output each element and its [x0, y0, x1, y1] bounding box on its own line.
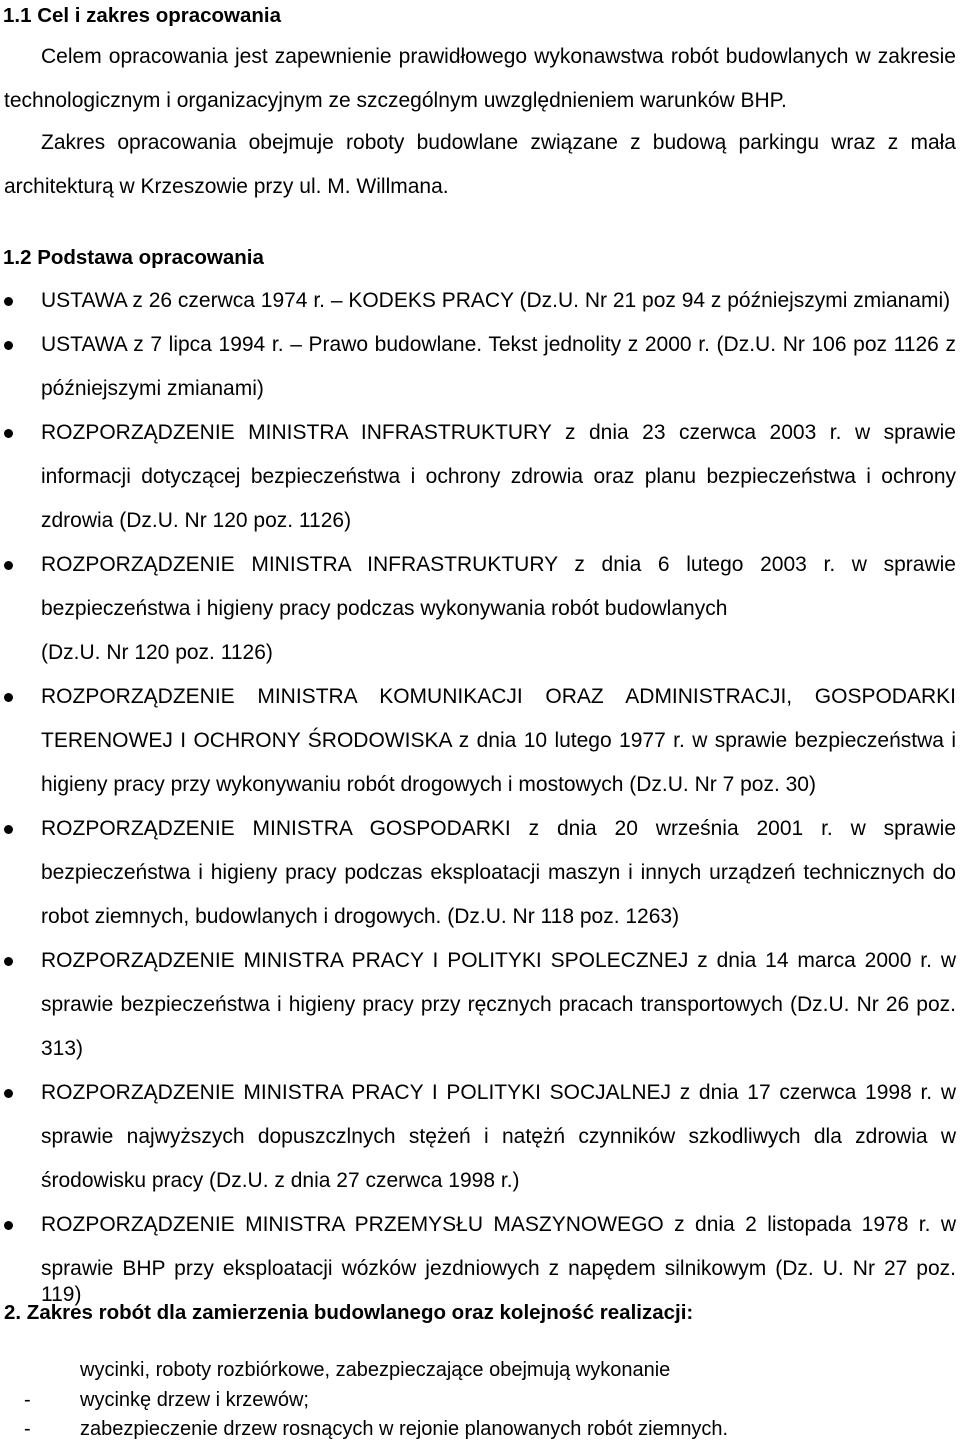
paragraph-line: Celem opracowania jest zapewnienie prawidłowego wykonawstwa robót budowlanych w zakresie — [41, 45, 956, 68]
list-item: ROZPORZĄDZENIE MINISTRA INFRASTRUKTURY z dnia 23 czerwca 2003 r. w sprawie — [41, 421, 956, 444]
section-heading: 1.2 Podstawa opracowania — [3, 246, 264, 269]
list-item-continuation: sprawie najwyższych dopuszczlnych stężeń i natężń czynników szkodliwych dla zdrowia w — [41, 1125, 956, 1148]
list-item-continuation: TERENOWEJ I OCHRONY ŚRODOWISKA z dnia 10 lutego 1977 r. w sprawie bezpieczeństwa i — [41, 729, 956, 752]
bullet-icon — [4, 429, 13, 438]
list-item-continuation: 313) — [41, 1037, 84, 1060]
bullet-icon — [4, 341, 13, 350]
list-item-continuation: sprawie BHP przy eksploatacji wózków jezdniowych z napędem silnikowym (Dz. U. Nr 27 poz. 119) — [41, 1257, 956, 1306]
paragraph-line: architekturą w Krzeszowie przy ul. M. Willmana. — [4, 175, 449, 198]
list-item-continuation: (Dz.U. Nr 120 poz. 1126) — [41, 641, 273, 664]
list-item-continuation: bezpieczeństwa i higieny pracy podczas eksploatacji maszyn i innych urządzeń technicznych do — [41, 861, 956, 884]
list-item-continuation: informacji dotyczącej bezpieczeństwa i ochrony zdrowia oraz planu bezpieczeństwa i ochrony — [41, 465, 956, 488]
paragraph-line: technologicznym i organizacyjnym ze szczególnym uwzględnieniem warunków BHP. — [4, 89, 787, 112]
list-item: zabezpieczenie drzew rosnących w rejonie planowanych robót ziemnych. — [80, 1418, 729, 1440]
list-item-continuation: higieny pracy przy wykonywaniu robót drogowych i mostowych (Dz.U. Nr 7 poz. 30) — [41, 773, 816, 796]
list-item: USTAWA z 26 czerwca 1974 r. – KODEKS PRACY (Dz.U. Nr 21 poz 94 z późniejszymi zmianami) — [41, 289, 951, 312]
bullet-icon — [4, 693, 13, 702]
list-item-continuation: bezpieczeństwa i higieny pracy podczas wykonywania robót budowlanych — [41, 597, 728, 620]
bullet-icon — [4, 825, 13, 834]
list-item-continuation: zdrowia (Dz.U. Nr 120 poz. 1126) — [41, 509, 352, 532]
bullet-icon — [4, 561, 13, 570]
list-item: ROZPORZĄDZENIE MINISTRA PRACY I POLITYKI SPOLECZNEJ z dnia 14 marca 2000 r. w — [41, 949, 956, 972]
bullet-icon — [4, 297, 13, 306]
list-item: ROZPORZĄDZENIE MINISTRA KOMUNIKACJI ORAZ ADMINISTRACJI, GOSPODARKI — [41, 685, 956, 708]
bullet-icon — [4, 957, 13, 966]
bullet-icon — [4, 1089, 13, 1098]
list-item-continuation: późniejszymi zmianami) — [41, 377, 264, 400]
list-item: ROZPORZĄDZENIE MINISTRA GOSPODARKI z dnia 20 września 2001 r. w sprawie — [41, 817, 956, 840]
list-item: ROZPORZĄDZENIE MINISTRA PRZEMYSŁU MASZYNOWEGO z dnia 2 listopada 1978 r. w — [41, 1213, 956, 1236]
section-heading: 2. Zakres robót dla zamierzenia budowlanego oraz kolejność realizacji: — [4, 1301, 694, 1324]
list-item-continuation: robot ziemnych, budowlanych i drogowych. (Dz.U. Nr 118 poz. 1263) — [41, 905, 680, 928]
list-item-continuation: środowisku pracy (Dz.U. z dnia 27 czerwca 1998 r.) — [41, 1169, 520, 1192]
section-intro: wycinki, roboty rozbiórkowe, zabezpieczające obejmują wykonanie — [80, 1359, 671, 1381]
list-item: ROZPORZĄDZENIE MINISTRA PRACY I POLITYKI SOCJALNEJ z dnia 17 czerwca 1998 r. w — [41, 1081, 956, 1104]
section-heading: 1.1 Cel i zakres opracowania — [3, 4, 282, 27]
list-item: USTAWA z 7 lipca 1994 r. – Prawo budowlane. Tekst jednolity z 2000 r. (Dz.U. Nr 106 poz 1126 z — [41, 333, 956, 356]
paragraph-line: Zakres opracowania obejmuje roboty budowlane związane z budową parkingu wraz z mała — [41, 131, 956, 154]
list-item-continuation: sprawie bezpieczeństwa i higieny pracy przy ręcznych pracach transportowych (Dz.U. Nr 26 poz. — [41, 993, 956, 1016]
dash-marker: - — [24, 1389, 31, 1411]
list-item: wycinkę drzew i krzewów; — [80, 1389, 309, 1411]
list-item: ROZPORZĄDZENIE MINISTRA INFRASTRUKTURY z dnia 6 lutego 2003 r. w sprawie — [41, 553, 956, 576]
bullet-icon — [4, 1221, 13, 1230]
dash-marker: - — [24, 1418, 31, 1440]
